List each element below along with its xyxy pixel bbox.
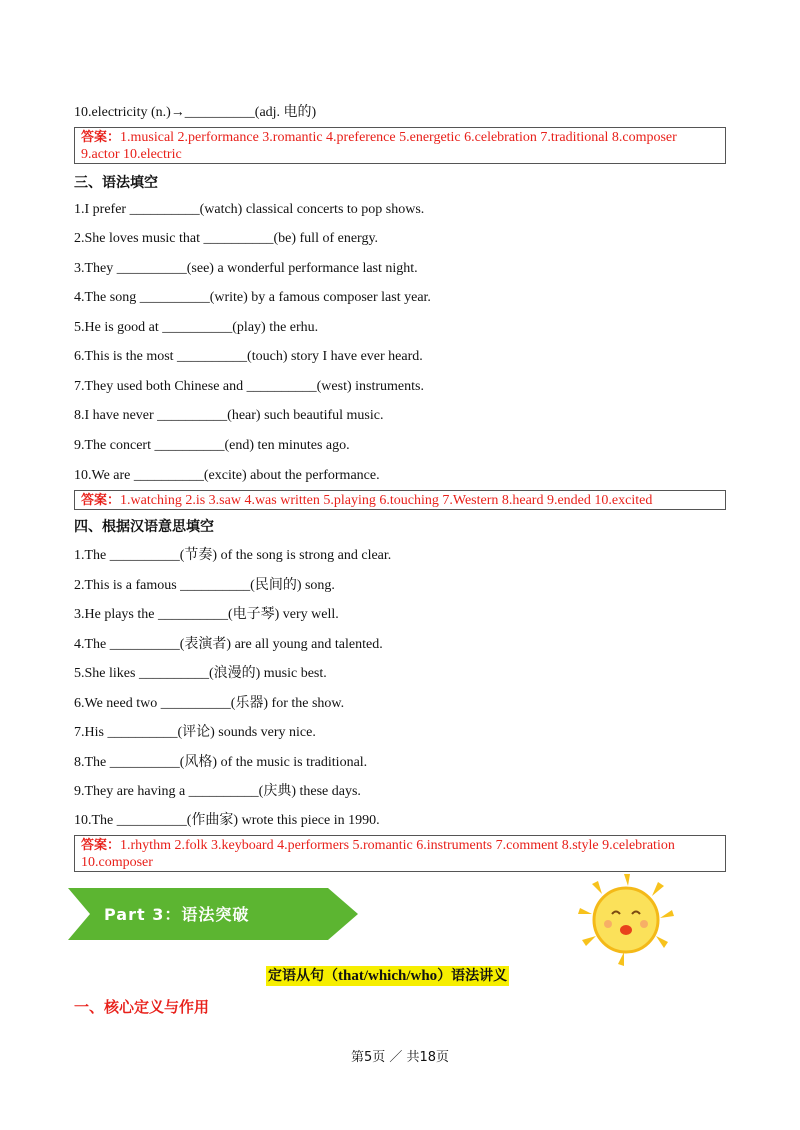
answer-box-2 xyxy=(74,490,726,510)
exercise-item: 5.He is good at __________(play) the erhu. xyxy=(74,320,319,335)
answer-text-line1: 1.musical 2.performance 3.romantic 4.preference 5.energetic 6.celebration 7.traditional 8.composer xyxy=(120,130,677,145)
lesson-title-suffix: ）语法讲义 xyxy=(437,968,508,984)
answer-text-line2: 9.actor 10.electric xyxy=(81,147,182,162)
part-banner-title: Part 3：语法突破 xyxy=(104,905,250,924)
answer-box-3 xyxy=(74,835,726,872)
answer-label: 答案： xyxy=(81,130,121,145)
exercise-item: 6.We need two __________(乐器) for the show. xyxy=(74,696,345,711)
exercise-item: 7.His __________(评论) sounds very nice. xyxy=(74,725,316,740)
section-heading-grammar-fill: 三、语法填空 xyxy=(74,175,158,191)
exercise-item: 8.I have never __________(hear) such beautiful music. xyxy=(74,408,384,423)
exercise-item: 2.This is a famous __________(民间的) song. xyxy=(74,578,335,593)
exercise-item: 1.I prefer __________(watch) classical concerts to pop shows. xyxy=(74,202,425,217)
exercise-item: 6.This is the most __________(touch) story I have ever heard. xyxy=(74,349,423,364)
exercise-item: 4.The song __________(write) by a famous composer last year. xyxy=(74,290,431,305)
section-heading-core-definition: 一、核心定义与作用 xyxy=(74,998,210,1016)
exercise-item: 3.He plays the __________(电子琴) very well. xyxy=(74,607,339,622)
answer-box-1 xyxy=(74,127,726,164)
exercise-item: 4.The __________(表演者) are all young and talented. xyxy=(74,637,383,652)
page-footer: 第5页 ／ 共18页 xyxy=(350,1050,450,1065)
exercise-item: 8.The __________(风格) of the music is traditional. xyxy=(74,755,368,770)
exercise-item: 9.The concert __________(end) ten minutes ago. xyxy=(74,438,350,453)
answer-label: 答案： xyxy=(81,838,121,853)
answer-text-line2: 10.composer xyxy=(81,855,153,870)
exercise-item: 3.They __________(see) a wonderful performance last night. xyxy=(74,261,418,276)
lesson-title xyxy=(266,966,509,986)
exercise-item: 7.They used both Chinese and __________(west) instruments. xyxy=(74,379,424,394)
exercise-item: 10.We are __________(excite) about the performance. xyxy=(74,468,380,483)
exercise-item: 2.She loves music that __________(be) full of energy. xyxy=(74,231,379,246)
exercise-item: 1.The __________(节奏) of the song is strong and clear. xyxy=(74,548,392,563)
sun-illustration xyxy=(572,870,682,970)
exercise-item: 5.She likes __________(浪漫的) music best. xyxy=(74,666,327,681)
lesson-title-english: that/which/who xyxy=(338,968,438,984)
answer-label: 答案： xyxy=(81,493,121,508)
lesson-title-prefix: 定语从句（ xyxy=(268,968,338,984)
section-heading-chinese-fill: 四、根据汉语意思填空 xyxy=(74,519,214,535)
exercise-item-electricity: 10.electricity (n.)→__________(adj. 电的) xyxy=(74,105,317,120)
exercise-item: 9.They are having a __________(庆典) these days. xyxy=(74,784,361,799)
sun-icon xyxy=(572,870,682,970)
exercise-item: 10.The __________(作曲家) wrote this piece in 1990. xyxy=(74,813,380,828)
answer-text-line1: 1.watching 2.is 3.saw 4.was written 5.playing 6.touching 7.Western 8.heard 9.ended 10.excited xyxy=(120,493,653,508)
answer-text-line1: 1.rhythm 2.folk 3.keyboard 4.performers 5.romantic 6.instruments 7.comment 8.style 9.celebration xyxy=(120,838,675,853)
